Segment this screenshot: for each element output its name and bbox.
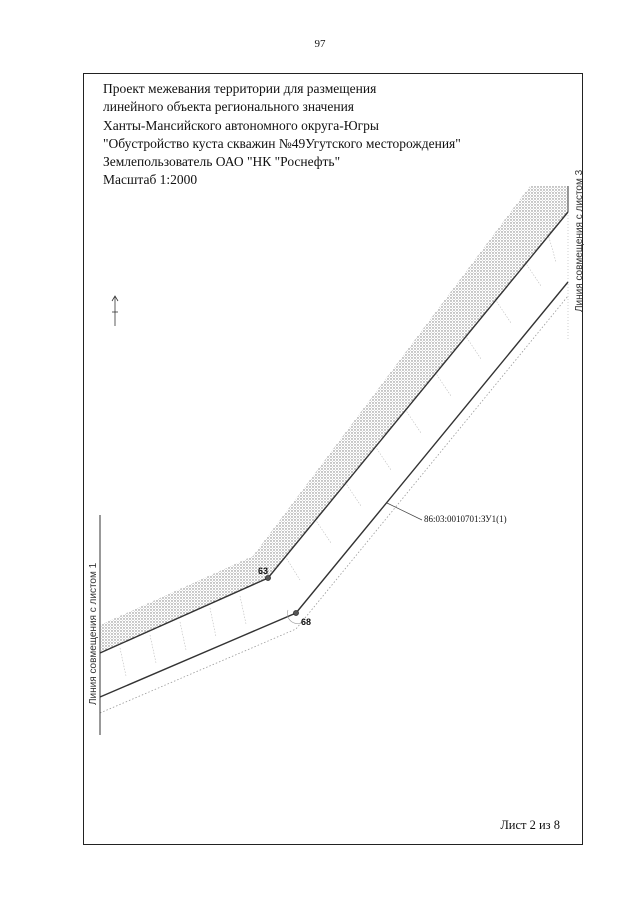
vertex-68 [293,610,298,615]
title-line-1: Проект межевания территории для размещения [103,81,377,96]
title-line-3: Ханты-Мансийского автономного округа-Югры [103,117,379,133]
match-line-right-label: Линия совмещения с листом 3 [574,169,585,312]
sheet-number-label: Лист 2 из 8 [500,818,560,832]
title-line-5: Землепользователь ОАО "НК "Роснефть" [103,154,341,170]
vertex-63 [265,575,270,580]
point-label-63: 63 [258,566,269,576]
north-arrow-icon [112,296,118,326]
stippled-zone [100,186,568,653]
title-line-2: линейного объекта регионального значения [103,99,355,115]
point-label-68: 68 [301,617,312,627]
scale-line: Масштаб 1:2000 [103,172,198,188]
page-number: 97 [314,38,326,50]
dotted-boundary-lower [100,296,568,713]
match-line-left-label: Линия совмещения с листом 1 [88,562,99,705]
parcel-label: 86:03:0010701:ЗУ1(1) [424,514,507,524]
title-line-4: "Обустройство куста скважин №49Угутского месторождения" [103,135,461,151]
